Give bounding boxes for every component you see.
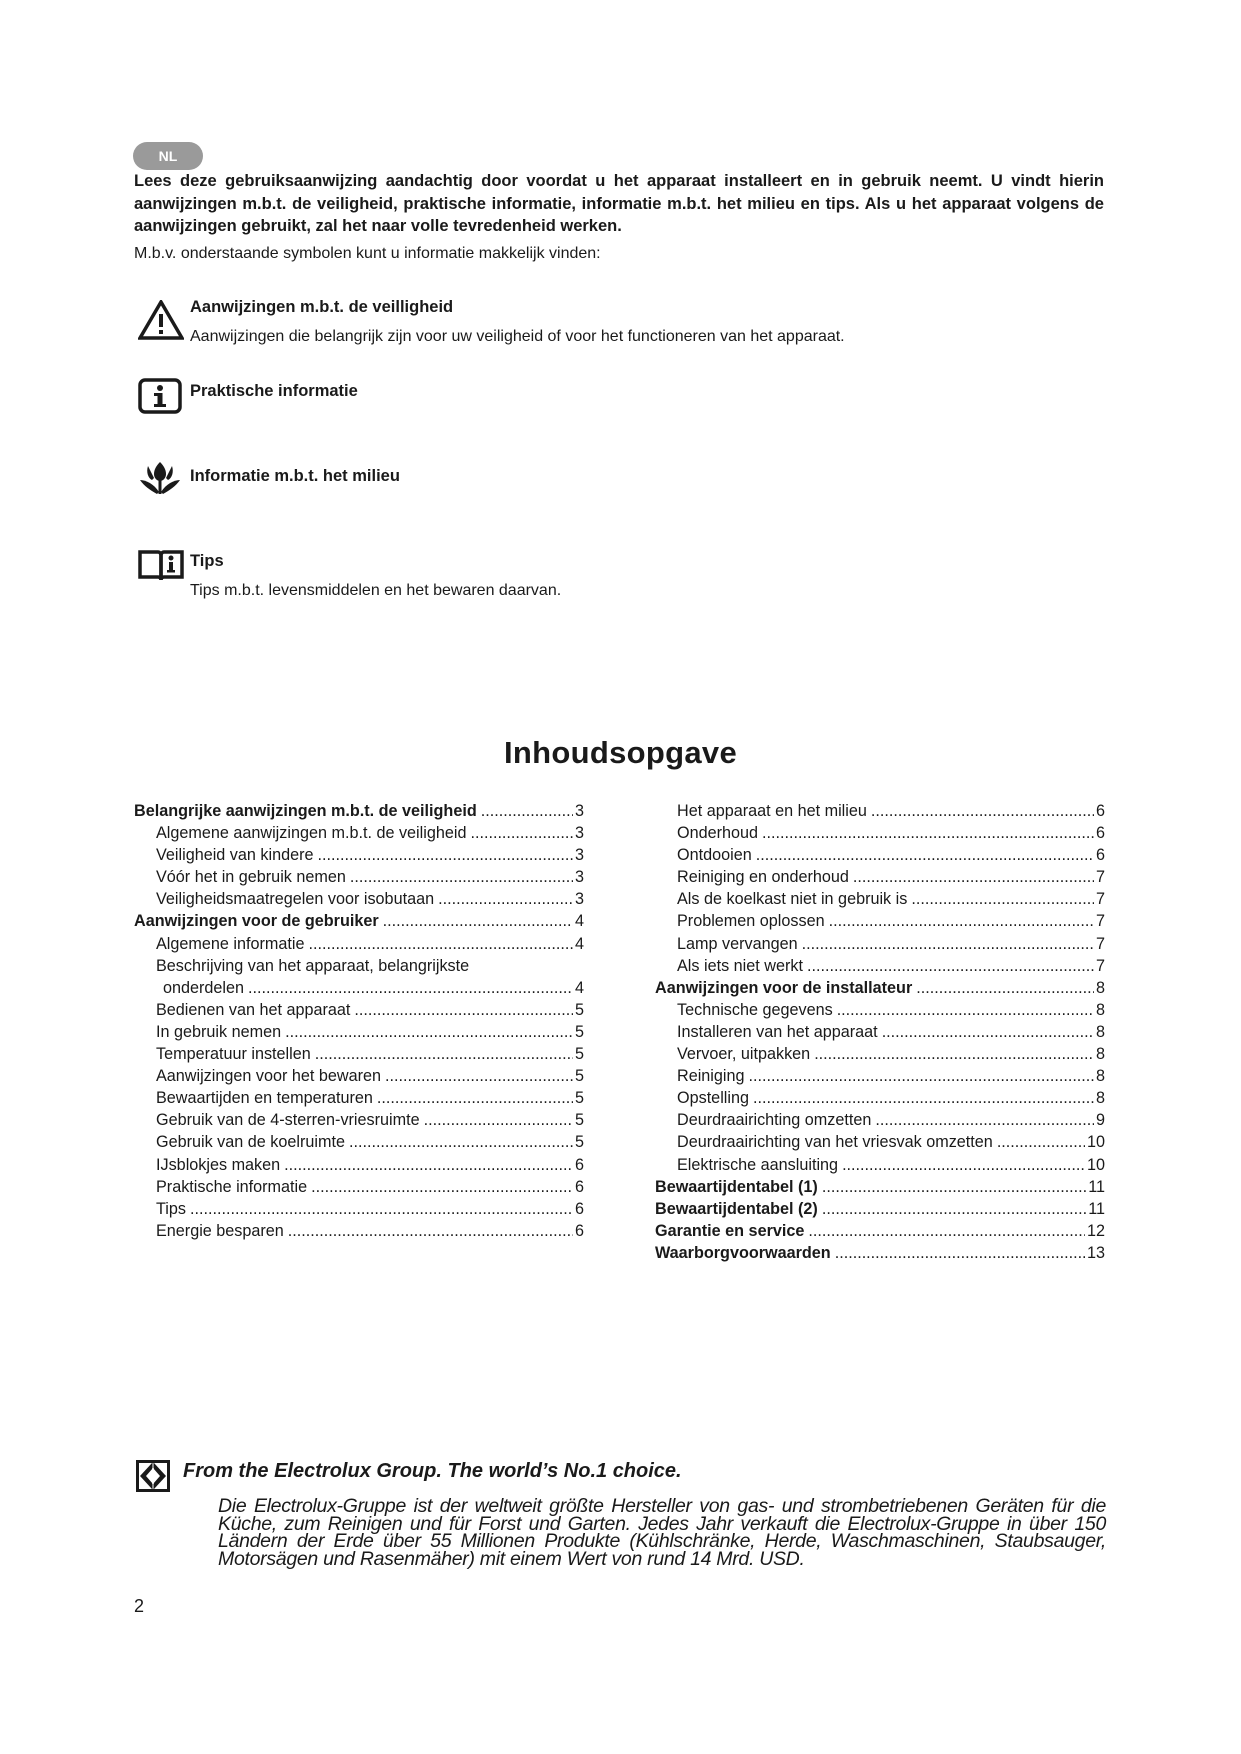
- toc-entry-label: Lamp vervangen: [677, 934, 798, 953]
- toc-entry: [134, 844, 584, 866]
- toc-entry-label: Reiniging en onderhoud: [677, 868, 849, 887]
- toc-entry-page: 6: [574, 1155, 584, 1174]
- toc-entry-page: 5: [574, 1111, 584, 1130]
- toc-entry: [134, 955, 584, 977]
- toc-entry-page: 11: [1088, 1177, 1105, 1196]
- toc-leader-dots: [808, 1220, 1085, 1242]
- toc-leader-dots: [802, 933, 1094, 955]
- toc-entry: [655, 1198, 1105, 1220]
- toc-entry-page: 8: [1095, 1045, 1105, 1064]
- toc-entry: [134, 1176, 584, 1198]
- book-info-icon: [138, 548, 184, 582]
- toc-entry-label: onderdelen: [163, 978, 245, 997]
- toc-leader-dots: [997, 1131, 1085, 1153]
- toc-entry: [655, 1065, 1105, 1087]
- toc-entry: [134, 1198, 584, 1220]
- toc-entry: [134, 910, 584, 932]
- toc-leader-dots: [349, 1131, 573, 1153]
- intro-symbols-note: M.b.v. onderstaande symbolen kunt u informatie makkelijk vinden:: [134, 245, 601, 262]
- toc-entry-label: Waarborgvoorwaarden: [655, 1243, 831, 1262]
- toc-entry: [134, 866, 584, 888]
- toc-right-column: [655, 800, 1105, 1264]
- toc-leader-dots: [853, 866, 1094, 888]
- toc-leader-dots: [308, 933, 573, 955]
- symbol-desc-tips: Tips m.b.t. levensmiddelen en het bewaren daarvan.: [190, 582, 562, 599]
- toc-entry-label: Aanwijzingen voor de installateur: [655, 978, 913, 997]
- toc-leader-dots: [875, 1109, 1094, 1131]
- toc-entry: [655, 933, 1105, 955]
- toc-leader-dots: [753, 1087, 1094, 1109]
- toc-entry-page: 4: [574, 978, 584, 997]
- toc-leader-dots: [481, 800, 573, 822]
- language-badge: NL: [133, 142, 203, 170]
- toc-entry-page: 5: [574, 1067, 584, 1086]
- symbol-title-practical: Praktische informatie: [190, 382, 358, 400]
- toc-leader-dots: [822, 1198, 1086, 1220]
- toc-entry-label: Gebruik van de koelruimte: [156, 1133, 345, 1152]
- toc-entry-page: 4: [574, 912, 584, 931]
- toc-entry-label: Praktische informatie: [156, 1177, 308, 1196]
- toc-leader-dots: [835, 1242, 1085, 1264]
- toc-entry: [655, 977, 1105, 999]
- toc-entry: [655, 1176, 1105, 1198]
- toc-entry-page: 8: [1095, 978, 1105, 997]
- toc-leader-dots: [749, 1065, 1094, 1087]
- toc-leader-dots: [248, 977, 573, 999]
- toc-entry-page: 6: [574, 1177, 584, 1196]
- toc-entry: [134, 888, 584, 910]
- toc-entry: [134, 999, 584, 1021]
- warning-triangle-icon: [138, 300, 184, 340]
- toc-entry-page: 5: [574, 1133, 584, 1152]
- toc-entry: [655, 888, 1105, 910]
- toc-entry: [655, 1220, 1105, 1242]
- toc-leader-dots: [470, 822, 573, 844]
- toc-entry: [655, 1131, 1105, 1153]
- toc-entry-page: 3: [574, 824, 584, 843]
- toc-leader-dots: [190, 1198, 573, 1220]
- toc-leader-dots: [842, 1154, 1085, 1176]
- toc-entry: [655, 999, 1105, 1021]
- toc-entry: [655, 1087, 1105, 1109]
- symbol-title-safety: Aanwijzingen m.b.t. de veilligheid: [190, 298, 454, 316]
- toc-entry: [134, 977, 584, 999]
- toc-entry: [134, 1131, 584, 1153]
- toc-entry: [655, 1109, 1105, 1131]
- toc-entry-page: 13: [1086, 1243, 1105, 1262]
- toc-entry: [655, 1154, 1105, 1176]
- toc-entry-label: Aanwijzingen voor de gebruiker: [134, 912, 379, 931]
- toc-entry-label: Bewaartijdentabel (1): [655, 1177, 818, 1196]
- toc-entry-label: Vóór het in gebruik nemen: [156, 868, 346, 887]
- toc-entry-page: 3: [574, 846, 584, 865]
- symbol-title-tips: Tips: [190, 552, 224, 570]
- toc-leader-dots: [807, 955, 1094, 977]
- toc-entry: [134, 1220, 584, 1242]
- toc-leader-dots: [288, 1220, 573, 1242]
- toc-entry: [655, 910, 1105, 932]
- toc-entry-page: 6: [574, 1199, 584, 1218]
- toc-leader-dots: [829, 910, 1094, 932]
- toc-entry-label: Technische gegevens: [677, 1000, 833, 1019]
- toc-entry-label: Problemen oplossen: [677, 912, 825, 931]
- symbol-title-environment: Informatie m.b.t. het milieu: [190, 467, 400, 485]
- toc-entry: [655, 1242, 1105, 1264]
- page-number: 2: [134, 1596, 145, 1616]
- toc-entry: [655, 1021, 1105, 1043]
- toc-entry-label: Deurdraairichting van het vriesvak omzetten: [677, 1133, 993, 1152]
- environment-flower-icon: [138, 458, 182, 496]
- toc-leader-dots: [814, 1043, 1094, 1065]
- toc-entry-page: 7: [1095, 868, 1105, 887]
- toc-entry-label: Als de koelkast niet in gebruik is: [677, 890, 908, 909]
- toc-entry-label: In gebruik nemen: [156, 1022, 282, 1041]
- toc-leader-dots: [285, 1021, 573, 1043]
- toc-entry-label: Temperatuur instellen: [156, 1045, 311, 1064]
- toc-title: Inhoudsopgave: [504, 735, 737, 770]
- toc-entry-page: 9: [1095, 1111, 1105, 1130]
- footer-claim: From the Electrolux Group. The world’s No.1 choice.: [183, 1460, 682, 1482]
- toc-entry-label: Beschrijving van het apparaat, belangrijkste: [156, 956, 470, 975]
- toc-entry-label: Gebruik van de 4-sterren-vriesruimte: [156, 1111, 420, 1130]
- toc-entry-label: IJsblokjes maken: [156, 1155, 281, 1174]
- toc-entry-page: 6: [1095, 846, 1105, 865]
- toc-leader-dots: [916, 977, 1094, 999]
- toc-entry-label: Onderhoud: [677, 824, 759, 843]
- toc-leader-dots: [756, 844, 1094, 866]
- toc-entry-page: 5: [574, 1022, 584, 1041]
- toc-entry-page: 6: [1095, 802, 1105, 820]
- toc-entry-label: Deurdraairichting omzetten: [677, 1111, 872, 1130]
- toc-entry-label: Elektrische aansluiting: [677, 1155, 839, 1174]
- toc-entry-label: Ontdooien: [677, 846, 752, 865]
- toc-entry: [134, 1154, 584, 1176]
- toc-entry-page: 10: [1086, 1155, 1105, 1174]
- toc-leader-dots: [882, 1021, 1094, 1043]
- toc-entry-label: Algemene informatie: [156, 934, 305, 953]
- toc-entry: [655, 955, 1105, 977]
- toc-entry-label: Veiligheidsmaatregelen voor isobutaan: [156, 890, 435, 909]
- toc-entry: [655, 800, 1105, 822]
- toc-entry-page: 8: [1095, 1089, 1105, 1108]
- toc-entry-label: Als iets niet werkt: [677, 956, 803, 975]
- toc-entry-page: 3: [574, 868, 584, 887]
- toc-entry-page: 12: [1086, 1221, 1105, 1240]
- toc-entry-page: 8: [1095, 1067, 1105, 1086]
- toc-entry-page: 4: [574, 934, 584, 953]
- toc-entry-page: 3: [574, 802, 584, 820]
- toc-entry-page: 7: [1095, 934, 1105, 953]
- toc-entry-label: Aanwijzingen voor het bewaren: [156, 1067, 381, 1086]
- toc-entry-label: Bewaartijden en temperaturen: [156, 1089, 373, 1108]
- toc-entry: [134, 1109, 584, 1131]
- toc-entry-page: 5: [574, 1000, 584, 1019]
- symbol-desc-safety: Aanwijzingen die belangrijk zijn voor uw veiligheid of voor het functioneren van het apparaat.: [190, 328, 845, 345]
- toc-entry-page: 7: [1095, 890, 1105, 909]
- toc-entry-page: 11: [1088, 1199, 1105, 1218]
- toc-entry-page: 5: [574, 1045, 584, 1064]
- toc-entry: [134, 1043, 584, 1065]
- toc-leader-dots: [911, 888, 1094, 910]
- toc-entry-label: Het apparaat en het milieu: [677, 802, 867, 820]
- toc-entry-label: Algemene aanwijzingen m.b.t. de veiligheid: [156, 824, 467, 843]
- toc-entry-label: Garantie en service: [655, 1221, 805, 1240]
- toc-entry: [134, 1087, 584, 1109]
- toc-entry-label: Belangrijke aanwijzingen m.b.t. de veiligheid: [134, 802, 477, 820]
- toc-entry-page: 8: [1095, 1000, 1105, 1019]
- toc-leader-dots: [354, 999, 573, 1021]
- toc-leader-dots: [315, 1043, 573, 1065]
- toc-entry-page: 3: [574, 890, 584, 909]
- toc-entry-page: 10: [1086, 1133, 1105, 1152]
- toc-leader-dots: [377, 1087, 573, 1109]
- toc-entry-page: 7: [1095, 956, 1105, 975]
- toc-entry-page: 7: [1095, 912, 1105, 931]
- toc-entry-page: 6: [1095, 824, 1105, 843]
- footer-text: Die Electrolux-Gruppe ist der weltweit größte Hersteller von gas- und strombetriebenen Geräten für die Küche, zum Reinigen und für Forst und Garten. Jedes Jahr verkauft die Electrolux-Gruppe in über 150 Ländern der Erde über 55 Millionen Produkte (Kühlschränke, Herde, Waschmaschinen, Staubsauger, Motorsägen und Rasenmäher) mit einem Wert von rund 14 Mrd. USD.: [218, 1495, 1106, 1570]
- toc-leader-dots: [350, 866, 573, 888]
- toc-leader-dots: [424, 1109, 573, 1131]
- info-icon: [138, 378, 182, 414]
- toc-leader-dots: [318, 844, 573, 866]
- toc-leader-dots: [762, 822, 1094, 844]
- toc-entry-label: Opstelling: [677, 1089, 749, 1108]
- toc-leader-dots: [837, 999, 1094, 1021]
- electrolux-logo-icon: [136, 1460, 170, 1492]
- toc-leader-dots: [438, 888, 573, 910]
- toc-entry: [655, 844, 1105, 866]
- toc-entry: [134, 800, 584, 822]
- toc-entry-label: Reiniging: [677, 1067, 745, 1086]
- toc-entry-page: 5: [574, 1089, 584, 1108]
- toc-leader-dots: [822, 1176, 1086, 1198]
- toc-entry: [134, 1021, 584, 1043]
- toc-leader-dots: [871, 800, 1094, 822]
- intro-paragraph: Lees deze gebruiksaanwijzing aandachtig door voordat u het apparaat installeert en in gebruik neemt. U vindt hierin aanwijzingen m.b.t. de veiligheid, praktische informatie, informatie m.b.t. het milieu en tips. Als u het apparaat volgens de aanwijzingen gebruikt, zal het naar volle tevredenheid werken.: [134, 172, 1104, 235]
- toc-entry-label: Tips: [156, 1199, 186, 1218]
- toc-entry: [655, 822, 1105, 844]
- toc-entry-page: 6: [574, 1221, 584, 1240]
- toc-leader-dots: [311, 1176, 573, 1198]
- toc-entry-label: Installeren van het apparaat: [677, 1022, 878, 1041]
- toc-entry-label: Veiligheid van kindere: [156, 846, 314, 865]
- toc-entry: [655, 1043, 1105, 1065]
- toc-entry: [134, 933, 584, 955]
- toc-left-column: [134, 800, 584, 1242]
- toc-leader-dots: [383, 910, 573, 932]
- toc-entry: [134, 1065, 584, 1087]
- toc-entry: [655, 866, 1105, 888]
- toc-entry-label: Bewaartijdentabel (2): [655, 1199, 818, 1218]
- toc-leader-dots: [385, 1065, 573, 1087]
- toc-entry-label: Energie besparen: [156, 1221, 284, 1240]
- toc-entry-label: Vervoer, uitpakken: [677, 1045, 811, 1064]
- toc-leader-dots: [284, 1154, 573, 1176]
- toc-entry: [134, 822, 584, 844]
- toc-entry-page: 8: [1095, 1022, 1105, 1041]
- toc-entry-label: Bedienen van het apparaat: [156, 1000, 351, 1019]
